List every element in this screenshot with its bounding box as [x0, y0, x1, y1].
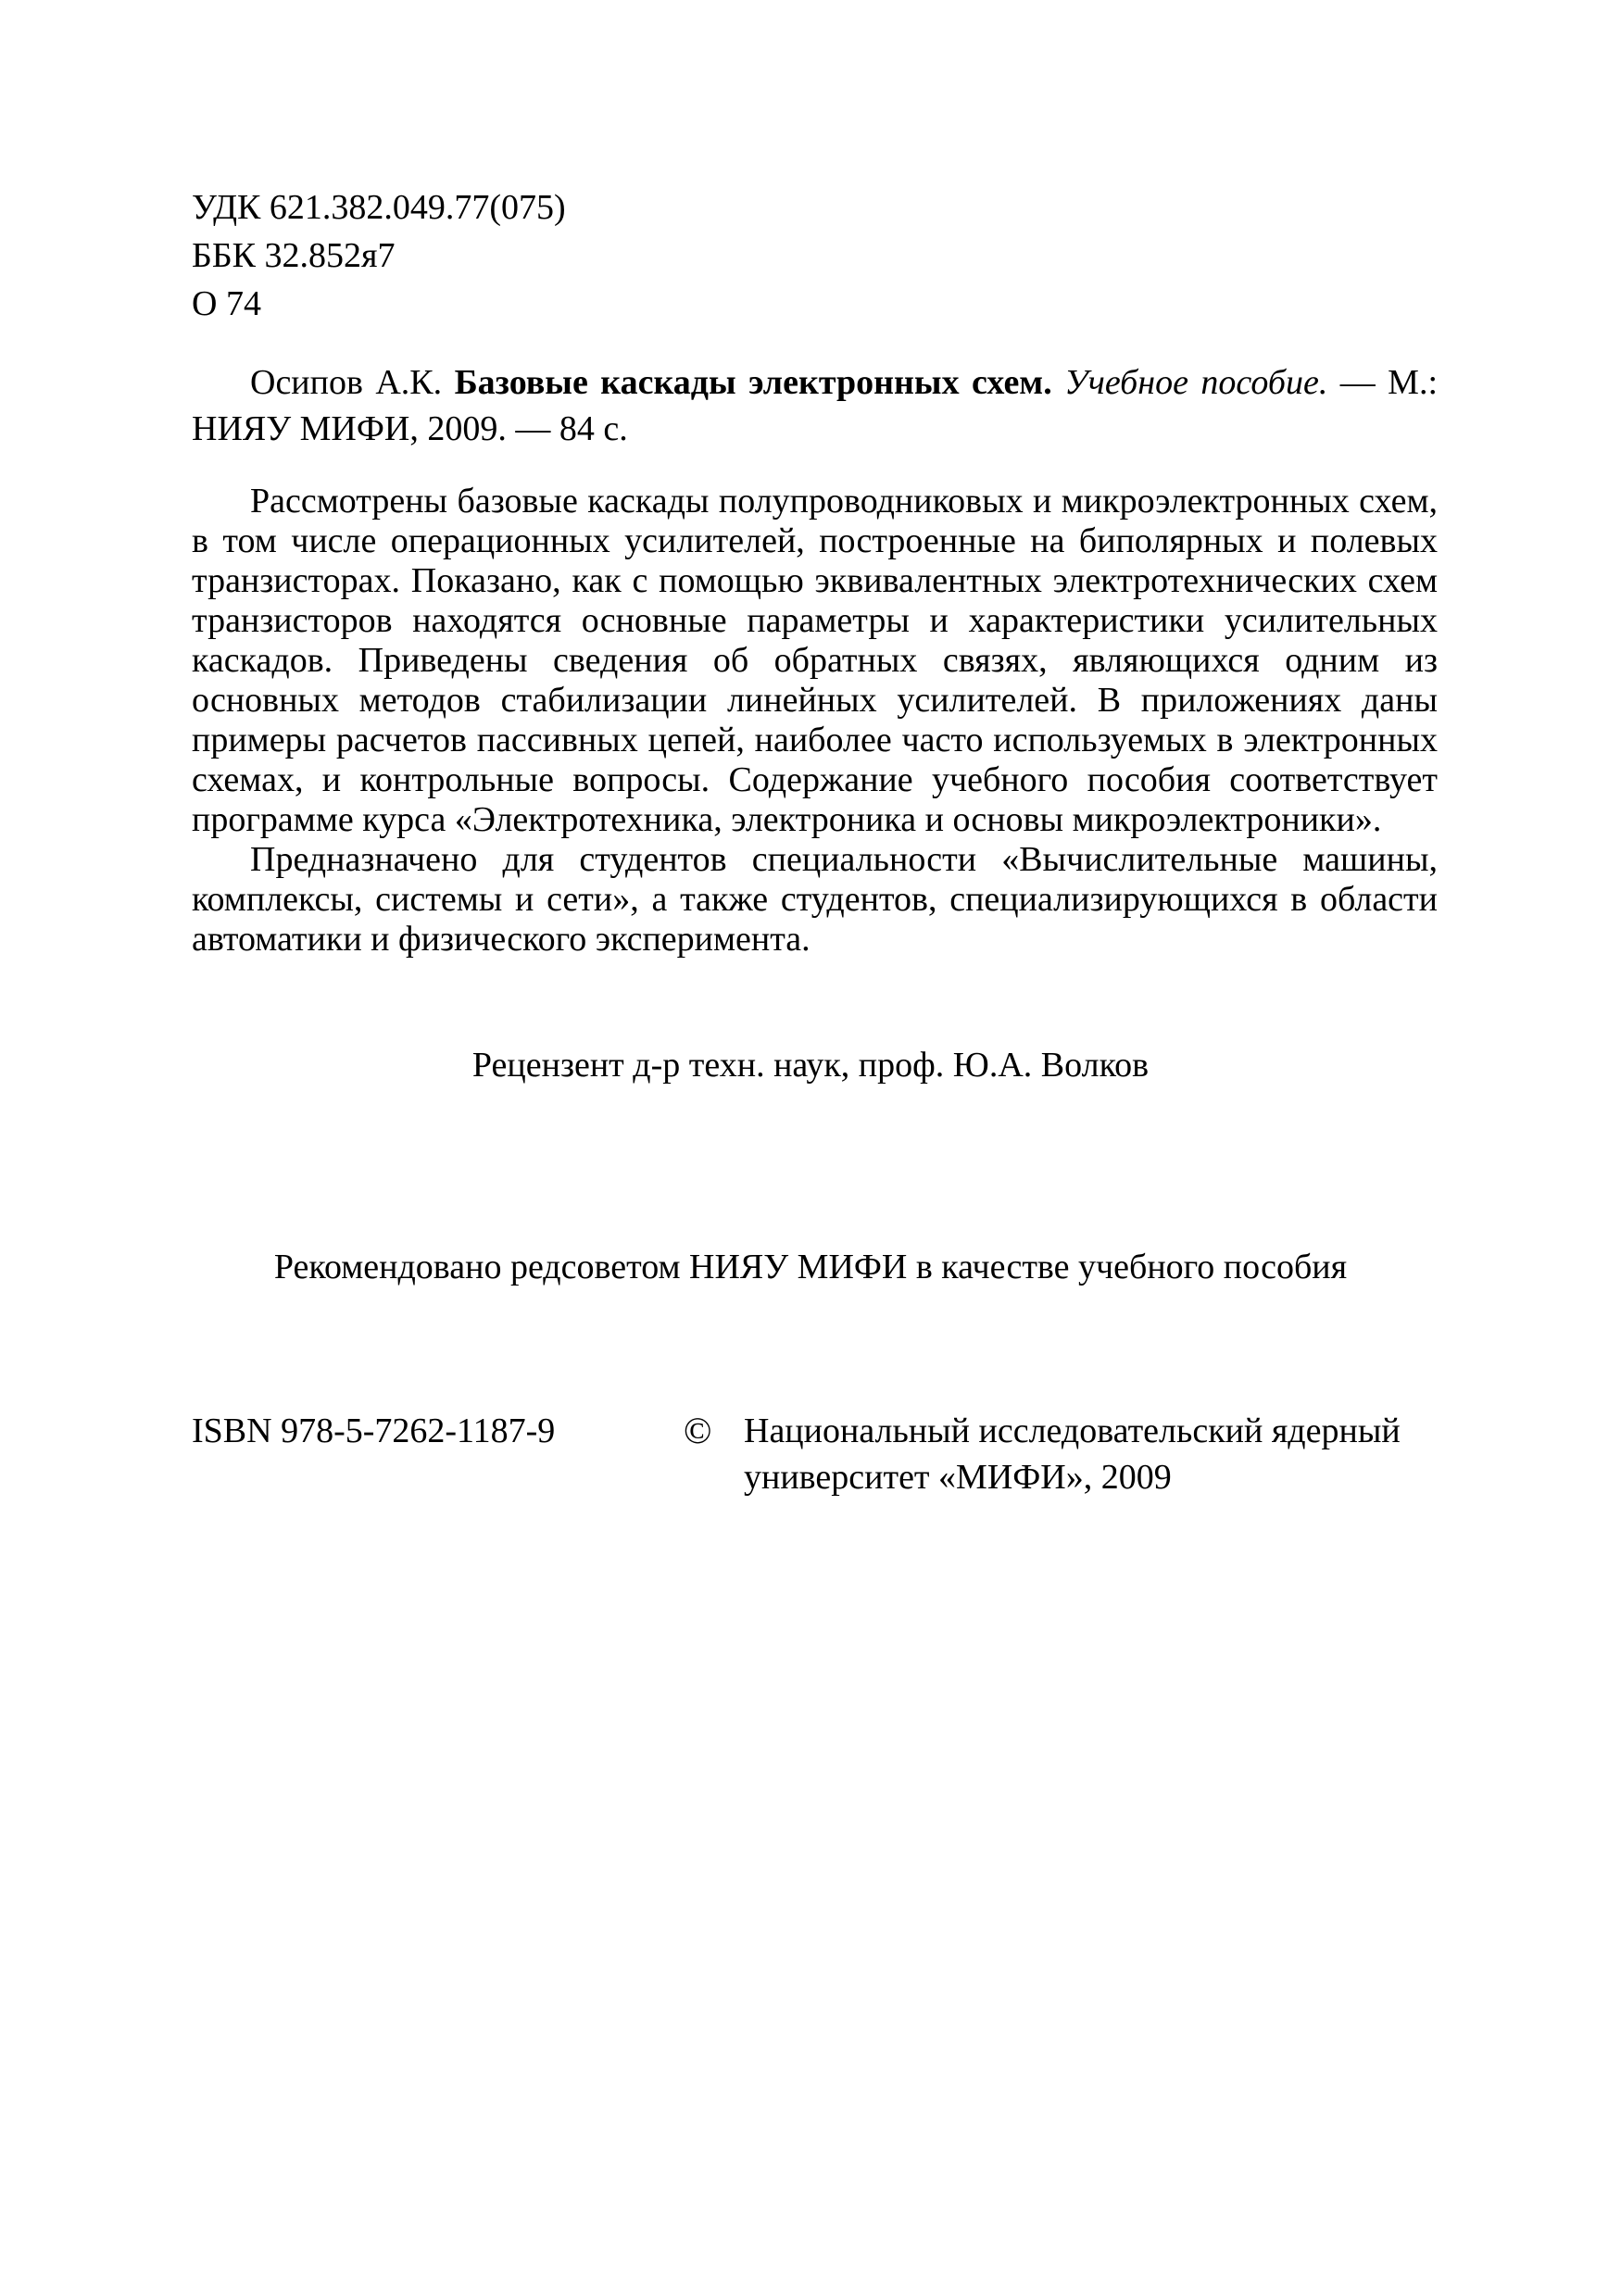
abstract	[192, 482, 1438, 960]
copyright-holder	[744, 1408, 1401, 1500]
bibliographic-entry	[192, 359, 1438, 452]
recommendation-line: Рекомендовано редсоветом НИЯУ МИФИ в качестве учебного пособия	[273, 1248, 1348, 1286]
udk-code: УДК 621.382.049.77(075)	[192, 188, 566, 227]
copyright-icon: ©	[684, 1410, 712, 1451]
copyright-line-1: Национальный исследовательский ядерный	[744, 1411, 1401, 1450]
abstract-paragraph-2: Предназначено для студентов специальности «Вычислительные машины, комплексы, системы и сети», а также студентов, специализирующихся в области автоматики и физического эксперимента.	[192, 840, 1438, 959]
dash-separator: —	[1327, 363, 1389, 402]
classification-block	[192, 183, 566, 328]
publication-type: Учебное пособие.	[1064, 363, 1328, 402]
copyright-line-2: университет «МИФИ», 2009	[744, 1458, 1172, 1497]
bbk-code: ББК 32.852я7	[192, 236, 396, 275]
abstract-paragraph-1: Рассмотрены базовые каскады полупроводниковых и микроэлектронных схем, в том числе операционных усилителей, построенные на биполярных и полевых транзисторах. Показано, как с помощью эквивалентных электротехнических схем транзисторов находятся основные параметры и характеристики усилительных каскадов. Приведены сведения об обратных связях, являющихся одним из основных методов стабилизации линейных усилителей. В приложениях даны примеры расчетов пассивных цепей, наиболее часто используемых в электронных схемах, и контрольные вопросы. Содержание учебного пособия соответствует программе курса «Электротехника, электроника и основы микроэлектроники».	[192, 482, 1438, 839]
author-name: Осипов А.К.	[250, 363, 443, 402]
author-mark: О 74	[192, 284, 261, 323]
imprint: М.: НИЯУ МИФИ, 2009. — 84 с.	[192, 363, 1439, 448]
isbn: ISBN 978-5-7262-1187-9	[192, 1411, 556, 1450]
reviewer-line: Рецензент д-р техн. наук, проф. Ю.А. Волков	[471, 1046, 1150, 1085]
book-title: Базовые каскады электронных схем.	[454, 363, 1052, 402]
